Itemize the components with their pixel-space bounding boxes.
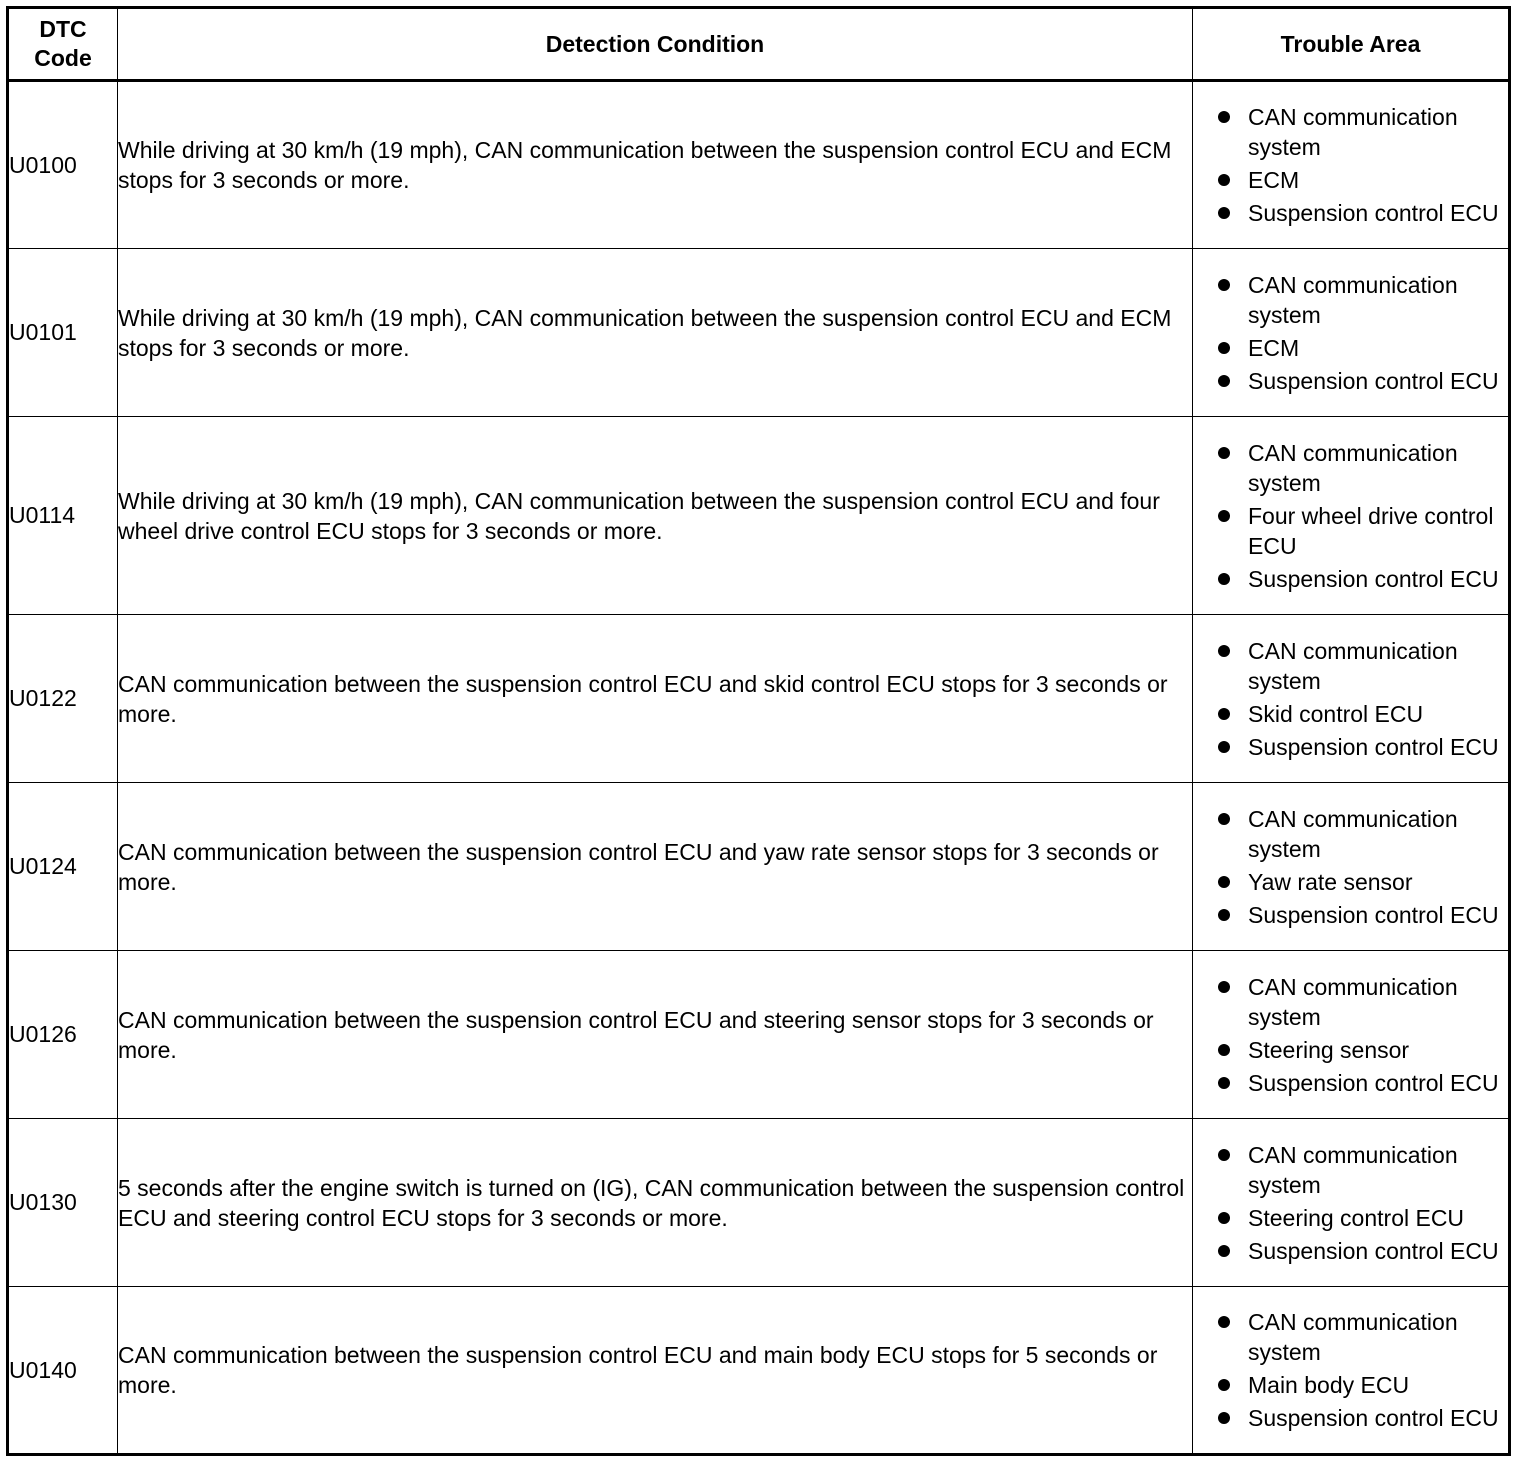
bullet-icon bbox=[1218, 342, 1230, 354]
trouble-area-text: Suspension control ECU bbox=[1248, 901, 1499, 928]
bullet-icon bbox=[1218, 1149, 1230, 1161]
detection-condition-cell: CAN communication between the suspension control ECU and skid control ECU stops for 3 seconds or more. bbox=[118, 615, 1193, 783]
trouble-area-cell bbox=[1193, 951, 1510, 1119]
table-row bbox=[8, 417, 1510, 615]
dtc-code-cell: U0114 bbox=[8, 417, 118, 615]
list-item bbox=[1193, 1403, 1508, 1433]
list-item bbox=[1193, 366, 1508, 396]
list-item bbox=[1193, 270, 1508, 330]
list-item bbox=[1193, 636, 1508, 696]
trouble-area-text: Suspension control ECU bbox=[1248, 1069, 1499, 1096]
list-item bbox=[1193, 333, 1508, 363]
table-row bbox=[8, 1287, 1510, 1455]
table-row bbox=[8, 783, 1510, 951]
table-row bbox=[8, 1119, 1510, 1287]
trouble-area-text: CAN communication system bbox=[1248, 973, 1458, 1030]
list-item bbox=[1193, 438, 1508, 498]
table-row bbox=[8, 249, 1510, 417]
trouble-area-cell bbox=[1193, 1287, 1510, 1455]
list-item bbox=[1193, 1068, 1508, 1098]
bullet-icon bbox=[1218, 1245, 1230, 1257]
trouble-area-text: Steering control ECU bbox=[1248, 1204, 1465, 1231]
trouble-area-text: ECM bbox=[1248, 167, 1300, 193]
bullet-icon bbox=[1218, 708, 1230, 720]
trouble-area-text: CAN communication system bbox=[1248, 439, 1458, 496]
detection-condition-cell: While driving at 30 km/h (19 mph), CAN communication between the suspension control ECU and four wheel drive control ECU stops for 3 seconds or more. bbox=[118, 417, 1193, 615]
trouble-area-text: CAN communication system bbox=[1248, 1141, 1458, 1198]
bullet-icon bbox=[1218, 111, 1230, 123]
bullet-icon bbox=[1218, 1412, 1230, 1424]
trouble-area-list bbox=[1193, 270, 1508, 396]
trouble-area-text: CAN communication system bbox=[1248, 637, 1458, 694]
trouble-area-cell bbox=[1193, 615, 1510, 783]
bullet-icon bbox=[1218, 207, 1230, 219]
trouble-area-text: CAN communication system bbox=[1248, 271, 1458, 328]
trouble-area-list bbox=[1193, 102, 1508, 228]
dtc-code-cell: U0140 bbox=[8, 1287, 118, 1455]
bullet-icon bbox=[1218, 813, 1230, 825]
trouble-area-list bbox=[1193, 1307, 1508, 1433]
trouble-area-text: CAN communication system bbox=[1248, 1309, 1458, 1365]
list-item bbox=[1193, 900, 1508, 930]
bullet-icon bbox=[1218, 573, 1230, 585]
list-item bbox=[1193, 165, 1508, 195]
trouble-area-list bbox=[1193, 636, 1508, 762]
header-row bbox=[8, 8, 1510, 81]
bullet-icon bbox=[1218, 909, 1230, 921]
trouble-area-cell bbox=[1193, 1119, 1510, 1287]
list-item bbox=[1193, 198, 1508, 228]
trouble-area-text: CAN communication system bbox=[1248, 805, 1458, 862]
detection-condition-cell: CAN communication between the suspension control ECU and yaw rate sensor stops for 3 seconds or more. bbox=[118, 783, 1193, 951]
bullet-icon bbox=[1218, 876, 1230, 888]
trouble-area-cell bbox=[1193, 417, 1510, 615]
trouble-area-text: Yaw rate sensor bbox=[1248, 868, 1413, 895]
list-item bbox=[1193, 1236, 1508, 1266]
trouble-area-list bbox=[1193, 804, 1508, 930]
table-row bbox=[8, 615, 1510, 783]
trouble-area-text: Suspension control ECU bbox=[1248, 367, 1499, 394]
bullet-icon bbox=[1218, 645, 1230, 657]
table-row bbox=[8, 951, 1510, 1119]
trouble-area-cell bbox=[1193, 783, 1510, 951]
bullet-icon bbox=[1218, 1379, 1230, 1391]
list-item bbox=[1193, 1035, 1508, 1065]
detection-condition-cell: CAN communication between the suspension control ECU and steering sensor stops for 3 seconds or more. bbox=[118, 951, 1193, 1119]
trouble-area-list bbox=[1193, 972, 1508, 1098]
header-trouble-area: Trouble Area bbox=[1193, 8, 1510, 81]
dtc-code-cell: U0130 bbox=[8, 1119, 118, 1287]
detection-condition-cell: While driving at 30 km/h (19 mph), CAN communication between the suspension control ECU and ECM stops for 3 seconds or more. bbox=[118, 81, 1193, 249]
list-item bbox=[1193, 564, 1508, 594]
table-body bbox=[8, 81, 1510, 1455]
bullet-icon bbox=[1218, 1212, 1230, 1224]
trouble-area-text: Suspension control ECU bbox=[1248, 565, 1499, 592]
bullet-icon bbox=[1218, 1316, 1230, 1328]
list-item bbox=[1193, 1203, 1508, 1233]
list-item bbox=[1193, 804, 1508, 864]
trouble-area-cell bbox=[1193, 81, 1510, 249]
dtc-table bbox=[6, 6, 1511, 1456]
trouble-area-list bbox=[1193, 1140, 1508, 1266]
header-detection-condition: Detection Condition bbox=[118, 8, 1193, 81]
header-dtc-code: DTC Code bbox=[8, 8, 118, 81]
trouble-area-text: Suspension control ECU bbox=[1248, 1237, 1499, 1264]
trouble-area-text: Suspension control ECU bbox=[1248, 200, 1499, 226]
bullet-icon bbox=[1218, 981, 1230, 993]
trouble-area-cell bbox=[1193, 249, 1510, 417]
trouble-area-list bbox=[1193, 438, 1508, 594]
dtc-code-cell: U0124 bbox=[8, 783, 118, 951]
bullet-icon bbox=[1218, 510, 1230, 522]
trouble-area-text: Suspension control ECU bbox=[1248, 733, 1499, 760]
bullet-icon bbox=[1218, 174, 1230, 186]
list-item bbox=[1193, 1140, 1508, 1200]
list-item bbox=[1193, 1370, 1508, 1400]
list-item bbox=[1193, 699, 1508, 729]
bullet-icon bbox=[1218, 1077, 1230, 1089]
detection-condition-cell: While driving at 30 km/h (19 mph), CAN communication between the suspension control ECU and ECM stops for 3 seconds or more. bbox=[118, 249, 1193, 417]
bullet-icon bbox=[1218, 447, 1230, 459]
trouble-area-text: CAN communication system bbox=[1248, 104, 1458, 160]
detection-condition-cell: 5 seconds after the engine switch is turned on (IG), CAN communication between the suspension control ECU and steering control ECU stops for 3 seconds or more. bbox=[118, 1119, 1193, 1287]
trouble-area-text: Suspension control ECU bbox=[1248, 1405, 1499, 1431]
bullet-icon bbox=[1218, 741, 1230, 753]
trouble-area-text: Main body ECU bbox=[1248, 1372, 1410, 1398]
trouble-area-text: Steering sensor bbox=[1248, 1036, 1410, 1063]
trouble-area-text: Skid control ECU bbox=[1248, 700, 1424, 727]
list-item bbox=[1193, 102, 1508, 162]
list-item bbox=[1193, 1307, 1508, 1367]
bullet-icon bbox=[1218, 1044, 1230, 1056]
trouble-area-text: ECM bbox=[1248, 334, 1300, 361]
table-row bbox=[8, 81, 1510, 249]
list-item bbox=[1193, 867, 1508, 897]
bullet-icon bbox=[1218, 279, 1230, 291]
dtc-code-cell: U0126 bbox=[8, 951, 118, 1119]
detection-condition-cell: CAN communication between the suspension control ECU and main body ECU stops for 5 seconds or more. bbox=[118, 1287, 1193, 1455]
dtc-code-cell: U0100 bbox=[8, 81, 118, 249]
list-item bbox=[1193, 501, 1508, 561]
bullet-icon bbox=[1218, 375, 1230, 387]
list-item bbox=[1193, 972, 1508, 1032]
dtc-code-cell: U0122 bbox=[8, 615, 118, 783]
trouble-area-text: Four wheel drive control ECU bbox=[1248, 502, 1494, 559]
dtc-code-cell: U0101 bbox=[8, 249, 118, 417]
list-item bbox=[1193, 732, 1508, 762]
